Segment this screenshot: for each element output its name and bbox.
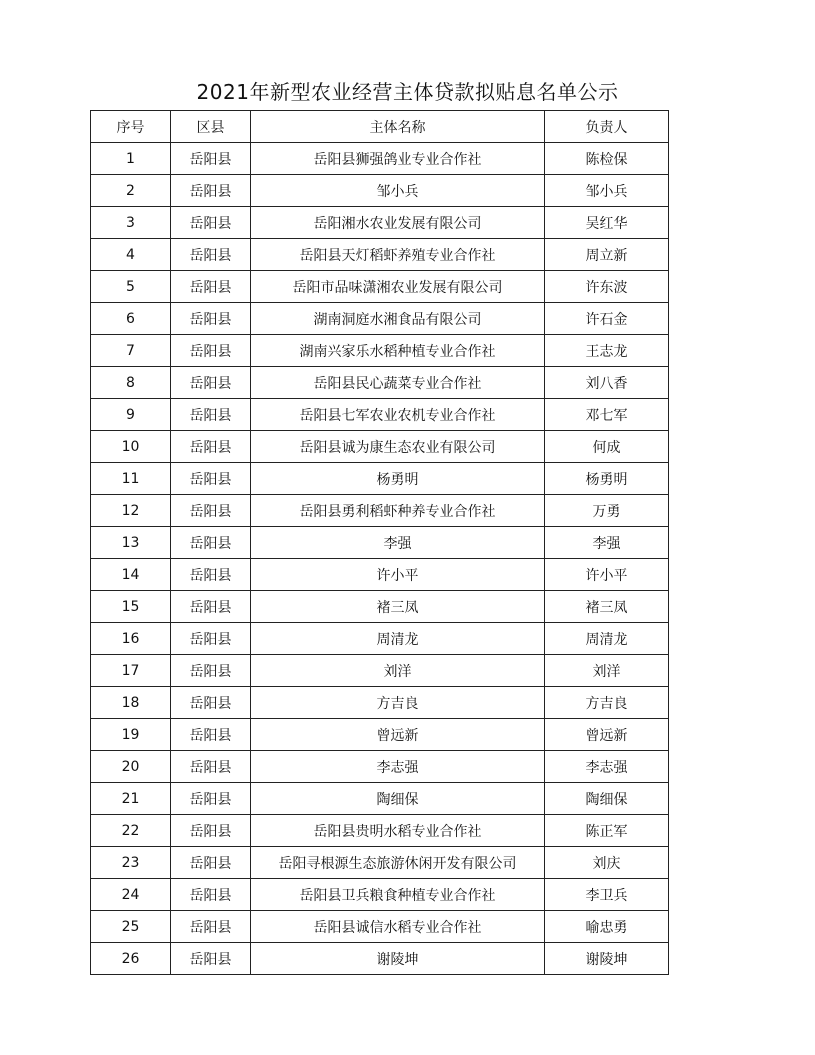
table-header bbox=[91, 111, 669, 143]
header-row bbox=[91, 111, 669, 143]
cell-responsible-person: 周立新 bbox=[545, 239, 669, 271]
cell-responsible-person: 许小平 bbox=[545, 559, 669, 591]
cell-district: 岳阳县 bbox=[171, 431, 251, 463]
cell-responsible-person: 刘庆 bbox=[545, 847, 669, 879]
document-title: 2021年新型农业经营主体贷款拟贴息名单公示 bbox=[196, 80, 619, 104]
table-row bbox=[91, 687, 669, 719]
cell-entity-name: 岳阳县民心蔬菜专业合作社 bbox=[251, 367, 545, 399]
table-row bbox=[91, 591, 669, 623]
table-row bbox=[91, 623, 669, 655]
table-row bbox=[91, 367, 669, 399]
cell-entity-name: 岳阳县贵明水稻专业合作社 bbox=[251, 815, 545, 847]
cell-entity-name: 岳阳县勇利稻虾种养专业合作社 bbox=[251, 495, 545, 527]
cell-district: 岳阳县 bbox=[171, 847, 251, 879]
cell-entity-name: 岳阳县天灯稻虾养殖专业合作社 bbox=[251, 239, 545, 271]
cell-responsible-person: 陶细保 bbox=[545, 783, 669, 815]
cell-index: 25 bbox=[91, 911, 171, 943]
cell-index: 5 bbox=[91, 271, 171, 303]
cell-responsible-person: 褚三凤 bbox=[545, 591, 669, 623]
cell-responsible-person: 万勇 bbox=[545, 495, 669, 527]
cell-responsible-person: 谢陵坤 bbox=[545, 943, 669, 975]
cell-index: 18 bbox=[91, 687, 171, 719]
cell-index: 4 bbox=[91, 239, 171, 271]
cell-entity-name: 杨勇明 bbox=[251, 463, 545, 495]
table-row bbox=[91, 463, 669, 495]
cell-entity-name: 岳阳县诚信水稻专业合作社 bbox=[251, 911, 545, 943]
cell-entity-name: 周清龙 bbox=[251, 623, 545, 655]
cell-entity-name: 岳阳县狮强鸽业专业合作社 bbox=[251, 143, 545, 175]
cell-responsible-person: 刘洋 bbox=[545, 655, 669, 687]
cell-responsible-person: 邓七军 bbox=[545, 399, 669, 431]
cell-district: 岳阳县 bbox=[171, 815, 251, 847]
cell-district: 岳阳县 bbox=[171, 591, 251, 623]
cell-index: 19 bbox=[91, 719, 171, 751]
cell-entity-name: 李强 bbox=[251, 527, 545, 559]
table-row bbox=[91, 207, 669, 239]
cell-entity-name: 刘洋 bbox=[251, 655, 545, 687]
cell-responsible-person: 曾远新 bbox=[545, 719, 669, 751]
cell-district: 岳阳县 bbox=[171, 623, 251, 655]
cell-index: 6 bbox=[91, 303, 171, 335]
cell-index: 1 bbox=[91, 143, 171, 175]
cell-responsible-person: 邹小兵 bbox=[545, 175, 669, 207]
cell-index: 7 bbox=[91, 335, 171, 367]
cell-index: 2 bbox=[91, 175, 171, 207]
table-row bbox=[91, 655, 669, 687]
cell-entity-name: 李志强 bbox=[251, 751, 545, 783]
cell-entity-name: 方吉良 bbox=[251, 687, 545, 719]
cell-index: 23 bbox=[91, 847, 171, 879]
cell-district: 岳阳县 bbox=[171, 239, 251, 271]
table-body bbox=[91, 143, 669, 975]
table-row bbox=[91, 751, 669, 783]
cell-district: 岳阳县 bbox=[171, 207, 251, 239]
table-row bbox=[91, 175, 669, 207]
cell-index: 26 bbox=[91, 943, 171, 975]
cell-district: 岳阳县 bbox=[171, 655, 251, 687]
cell-district: 岳阳县 bbox=[171, 687, 251, 719]
cell-responsible-person: 王志龙 bbox=[545, 335, 669, 367]
cell-entity-name: 邹小兵 bbox=[251, 175, 545, 207]
cell-responsible-person: 方吉良 bbox=[545, 687, 669, 719]
cell-district: 岳阳县 bbox=[171, 943, 251, 975]
cell-district: 岳阳县 bbox=[171, 463, 251, 495]
table-row bbox=[91, 847, 669, 879]
cell-entity-name: 岳阳寻根源生态旅游休闲开发有限公司 bbox=[251, 847, 545, 879]
cell-responsible-person: 喻忠勇 bbox=[545, 911, 669, 943]
cell-district: 岳阳县 bbox=[171, 303, 251, 335]
table-row bbox=[91, 783, 669, 815]
cell-entity-name: 岳阳市品味潇湘农业发展有限公司 bbox=[251, 271, 545, 303]
cell-responsible-person: 李卫兵 bbox=[545, 879, 669, 911]
header-index: 序号 bbox=[91, 111, 171, 143]
table-row bbox=[91, 719, 669, 751]
cell-responsible-person: 李志强 bbox=[545, 751, 669, 783]
table-row bbox=[91, 879, 669, 911]
cell-district: 岳阳县 bbox=[171, 527, 251, 559]
table-row bbox=[91, 911, 669, 943]
table-row bbox=[91, 399, 669, 431]
cell-entity-name: 湖南兴家乐水稻种植专业合作社 bbox=[251, 335, 545, 367]
table-row bbox=[91, 271, 669, 303]
cell-index: 21 bbox=[91, 783, 171, 815]
cell-entity-name: 许小平 bbox=[251, 559, 545, 591]
header-entity-name: 主体名称 bbox=[251, 111, 545, 143]
table-row bbox=[91, 239, 669, 271]
cell-index: 17 bbox=[91, 655, 171, 687]
cell-entity-name: 褚三凤 bbox=[251, 591, 545, 623]
cell-district: 岳阳县 bbox=[171, 783, 251, 815]
cell-district: 岳阳县 bbox=[171, 879, 251, 911]
table-row bbox=[91, 431, 669, 463]
cell-index: 11 bbox=[91, 463, 171, 495]
cell-responsible-person: 吴红华 bbox=[545, 207, 669, 239]
cell-entity-name: 岳阳县诚为康生态农业有限公司 bbox=[251, 431, 545, 463]
cell-responsible-person: 周清龙 bbox=[545, 623, 669, 655]
cell-index: 14 bbox=[91, 559, 171, 591]
cell-responsible-person: 陈检保 bbox=[545, 143, 669, 175]
table-row bbox=[91, 335, 669, 367]
cell-district: 岳阳县 bbox=[171, 335, 251, 367]
cell-entity-name: 陶细保 bbox=[251, 783, 545, 815]
cell-district: 岳阳县 bbox=[171, 751, 251, 783]
cell-responsible-person: 许石金 bbox=[545, 303, 669, 335]
table-row bbox=[91, 527, 669, 559]
cell-index: 15 bbox=[91, 591, 171, 623]
cell-responsible-person: 刘八香 bbox=[545, 367, 669, 399]
cell-district: 岳阳县 bbox=[171, 495, 251, 527]
cell-district: 岳阳县 bbox=[171, 559, 251, 591]
cell-index: 13 bbox=[91, 527, 171, 559]
cell-index: 20 bbox=[91, 751, 171, 783]
cell-district: 岳阳县 bbox=[171, 271, 251, 303]
cell-entity-name: 曾远新 bbox=[251, 719, 545, 751]
cell-index: 24 bbox=[91, 879, 171, 911]
cell-responsible-person: 陈正军 bbox=[545, 815, 669, 847]
cell-index: 3 bbox=[91, 207, 171, 239]
cell-district: 岳阳县 bbox=[171, 719, 251, 751]
cell-responsible-person: 李强 bbox=[545, 527, 669, 559]
table-row bbox=[91, 943, 669, 975]
table-row bbox=[91, 143, 669, 175]
cell-entity-name: 岳阳湘水农业发展有限公司 bbox=[251, 207, 545, 239]
subsidy-list-table bbox=[90, 110, 669, 975]
cell-responsible-person: 许东波 bbox=[545, 271, 669, 303]
cell-entity-name: 湖南洞庭水湘食品有限公司 bbox=[251, 303, 545, 335]
cell-district: 岳阳县 bbox=[171, 399, 251, 431]
cell-district: 岳阳县 bbox=[171, 911, 251, 943]
table-row bbox=[91, 303, 669, 335]
cell-entity-name: 岳阳县七军农业农机专业合作社 bbox=[251, 399, 545, 431]
cell-index: 10 bbox=[91, 431, 171, 463]
table-row bbox=[91, 495, 669, 527]
cell-district: 岳阳县 bbox=[171, 175, 251, 207]
cell-responsible-person: 杨勇明 bbox=[545, 463, 669, 495]
cell-index: 22 bbox=[91, 815, 171, 847]
cell-index: 16 bbox=[91, 623, 171, 655]
cell-entity-name: 岳阳县卫兵粮食种植专业合作社 bbox=[251, 879, 545, 911]
table-row bbox=[91, 815, 669, 847]
cell-index: 8 bbox=[91, 367, 171, 399]
cell-index: 12 bbox=[91, 495, 171, 527]
cell-district: 岳阳县 bbox=[171, 143, 251, 175]
cell-responsible-person: 何成 bbox=[545, 431, 669, 463]
header-responsible-person: 负责人 bbox=[545, 111, 669, 143]
cell-district: 岳阳县 bbox=[171, 367, 251, 399]
header-district: 区县 bbox=[171, 111, 251, 143]
table-row bbox=[91, 559, 669, 591]
cell-index: 9 bbox=[91, 399, 171, 431]
cell-entity-name: 谢陵坤 bbox=[251, 943, 545, 975]
